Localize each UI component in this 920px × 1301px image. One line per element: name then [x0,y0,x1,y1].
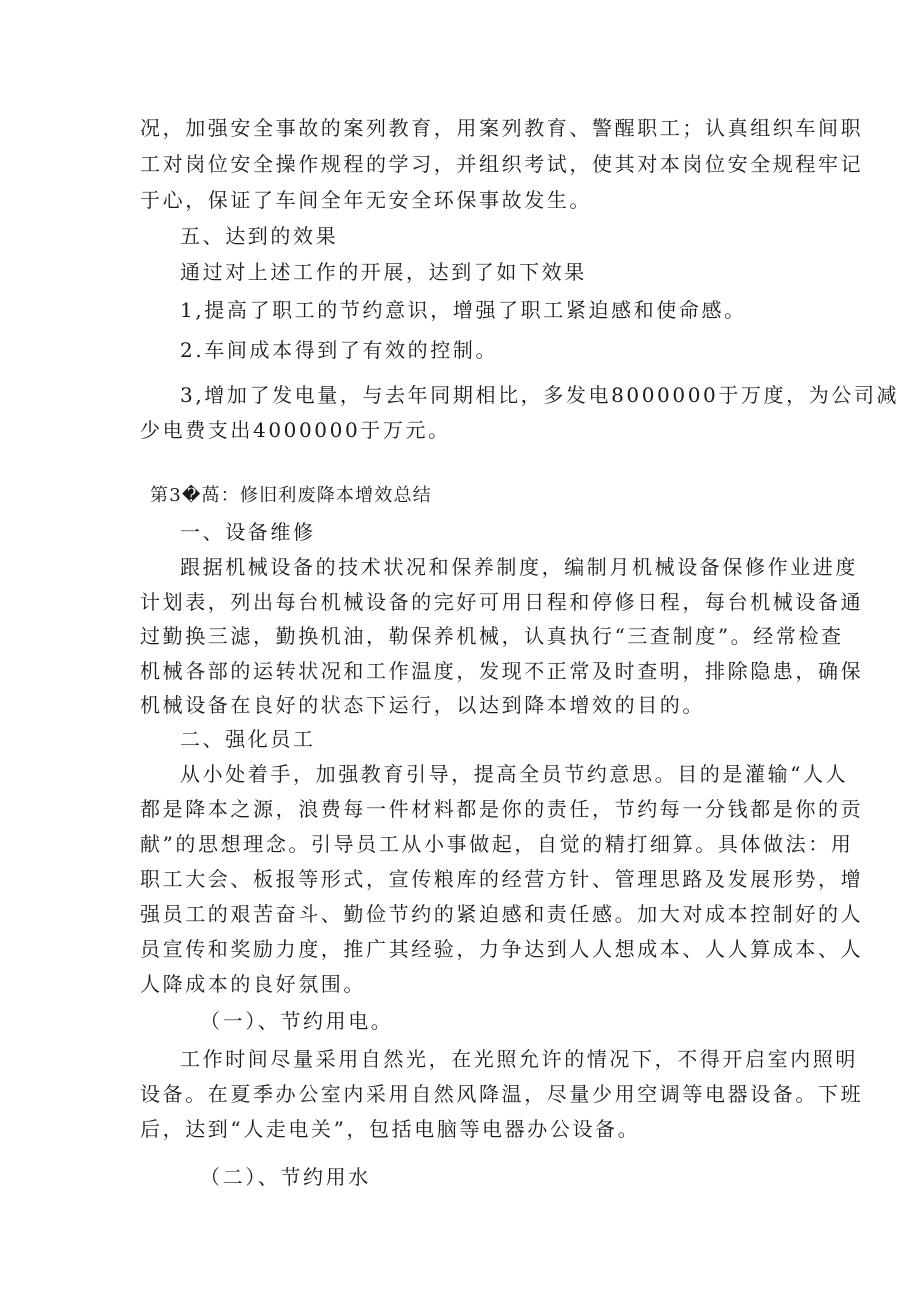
paragraph-line: 人降成本的良好氛围。 [140,972,366,996]
result-item: 2.车间成本得到了有效的控制。 [180,338,499,362]
paragraph-line: 职工大会、板报等形式，宣传粮库的经营方针、管理思路及发展形势，增 [140,867,864,891]
paragraph-line: 后，达到“人走电关”，包括电脑等电器办公设备。 [140,1117,641,1141]
subsection-heading: （二）、节约用水 [200,1165,371,1189]
paragraph-line: 机械设备在良好的状态下运行，以达到降本增效的目的。 [140,693,705,717]
paragraph-line: 献”的思想理念。引导员工从小事做起，自觉的精打细算。具体做法：用 [140,832,854,856]
paragraph-line: 于心，保证了车间全年无安全环保事故发生。 [140,188,592,212]
result-item: 1,提高了职工的节约意识，增强了职工紧迫感和使命感。 [180,298,747,322]
article-title: 第3�萵：修旧利废降本增效总结 [150,485,432,506]
result-item-continuation: 少电费支出4000000于万元。 [140,418,451,442]
subsection-heading: （一）、节约用电。 [200,1009,394,1033]
paragraph-line: 从小处着手，加强教育引导，提高全员节约意思。目的是灌输“人人 [180,762,849,786]
paragraph-line: 设备。在夏季办公室内采用自然风降温，尽量少用空调等电器设备。下班 [140,1082,864,1106]
result-item: 3,增加了发电量，与去年同期相比，多发电8000000于万度，为公司减 [180,383,900,407]
section-heading: 二、强化员工 [180,727,316,751]
section-heading: 一、设备维修 [180,520,316,544]
paragraph-line: 员宣传和奖励力度，推广其经验，力争达到人人想成本、人人算成本、人 [140,937,864,961]
paragraph-line: 强员工的艰苦奋斗、勤俭节约的紧迫感和责任感。加大对成本控制好的人 [140,902,864,926]
paragraph-line: 过勤换三滤，勤换机油，勒保养机械，认真执行“三查制度”。经常检查 [140,624,844,648]
section-heading: 五、达到的效果 [180,224,339,248]
paragraph-line: 都是降本之源，浪费每一件材料都是你的责任，节约每一分钱都是你的贡 [140,797,864,821]
paragraph-line: 跟据机械设备的技术状况和保养制度，编制月机械设备保修作业进度 [180,555,858,579]
section-intro: 通过对上述工作的开展，达到了如下效果 [180,260,587,284]
paragraph-line: 工对岗位安全操作规程的学习，并组织考试，使其对本岗位安全规程牢记 [140,152,864,176]
paragraph-line: 机械各部的运转状况和工作温度，发现不正常及时查明，排除隐患，确保 [140,659,864,683]
paragraph-line: 工作时间尽量采用自然光，在光照允许的情况下，不得开启室内照明 [180,1047,858,1071]
paragraph-line: 况，加强安全事故的案列教育，用案列教育、警醒职工；认真组织车间职 [140,116,864,140]
paragraph-line: 计划表，列出每台机械设备的完好可用日程和停修日程，每台机械设备通 [140,590,864,614]
